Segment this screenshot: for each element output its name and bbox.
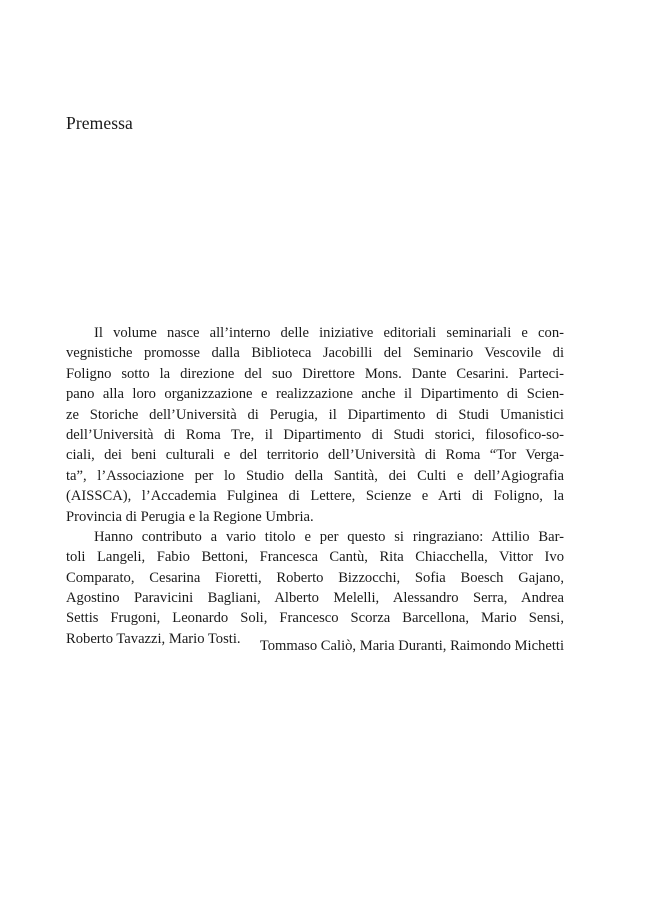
- text-line: vegnistiche promosse dalla Biblioteca Jacobilli del Seminario Vescovile di: [66, 345, 564, 362]
- text-line: (AISSCA), l’Accademia Fulginea di Lettere, Scienze e Arti di Foligno, la: [66, 488, 564, 505]
- body-text: [66, 323, 564, 649]
- paragraph: [66, 527, 564, 649]
- signature: Tommaso Caliò, Maria Duranti, Raimondo Michetti: [259, 638, 564, 654]
- page-title: Premessa: [66, 113, 133, 133]
- text-line: Roberto Tavazzi, Mario Tosti.: [66, 630, 241, 647]
- text-line: Provincia di Perugia e la Regione Umbria.: [66, 508, 314, 525]
- paragraph: [66, 323, 564, 527]
- text-line: Settis Frugoni, Leonardo Soli, Francesco Scorza Barcellona, Mario Sensi,: [66, 610, 564, 627]
- text-line: ta”, l’Associazione per lo Studio della Santità, dei Culti e dell’Agiografia: [66, 467, 564, 484]
- text-line: Foligno sotto la direzione del suo Direttore Mons. Dante Cesarini. Parteci-: [66, 365, 564, 382]
- text-line: Comparato, Cesarina Fioretti, Roberto Bizzocchi, Sofia Boesch Gajano,: [66, 569, 564, 586]
- text-line: toli Langeli, Fabio Bettoni, Francesca Cantù, Rita Chiacchella, Vittor Ivo: [66, 549, 564, 566]
- text-line: Il volume nasce all’interno delle iniziative editoriali seminariali e con-: [94, 325, 564, 341]
- text-line: ze Storiche dell’Università di Perugia, il Dipartimento di Studi Umanistici: [66, 406, 564, 423]
- text-line: Agostino Paravicini Bagliani, Alberto Melelli, Alessandro Serra, Andrea: [66, 590, 564, 607]
- text-line: Hanno contributo a vario titolo e per questo si ringraziano: Attilio Bar-: [94, 528, 564, 545]
- text-line: ciali, dei beni culturali e del territorio dell’Università di Roma “Tor Verga-: [66, 447, 564, 464]
- text-line: dell’Università di Roma Tre, il Dipartimento di Studi storici, filosofico-so-: [66, 426, 564, 443]
- text-line: pano alla loro organizzazione e realizzazione anche il Dipartimento di Scien-: [66, 386, 564, 403]
